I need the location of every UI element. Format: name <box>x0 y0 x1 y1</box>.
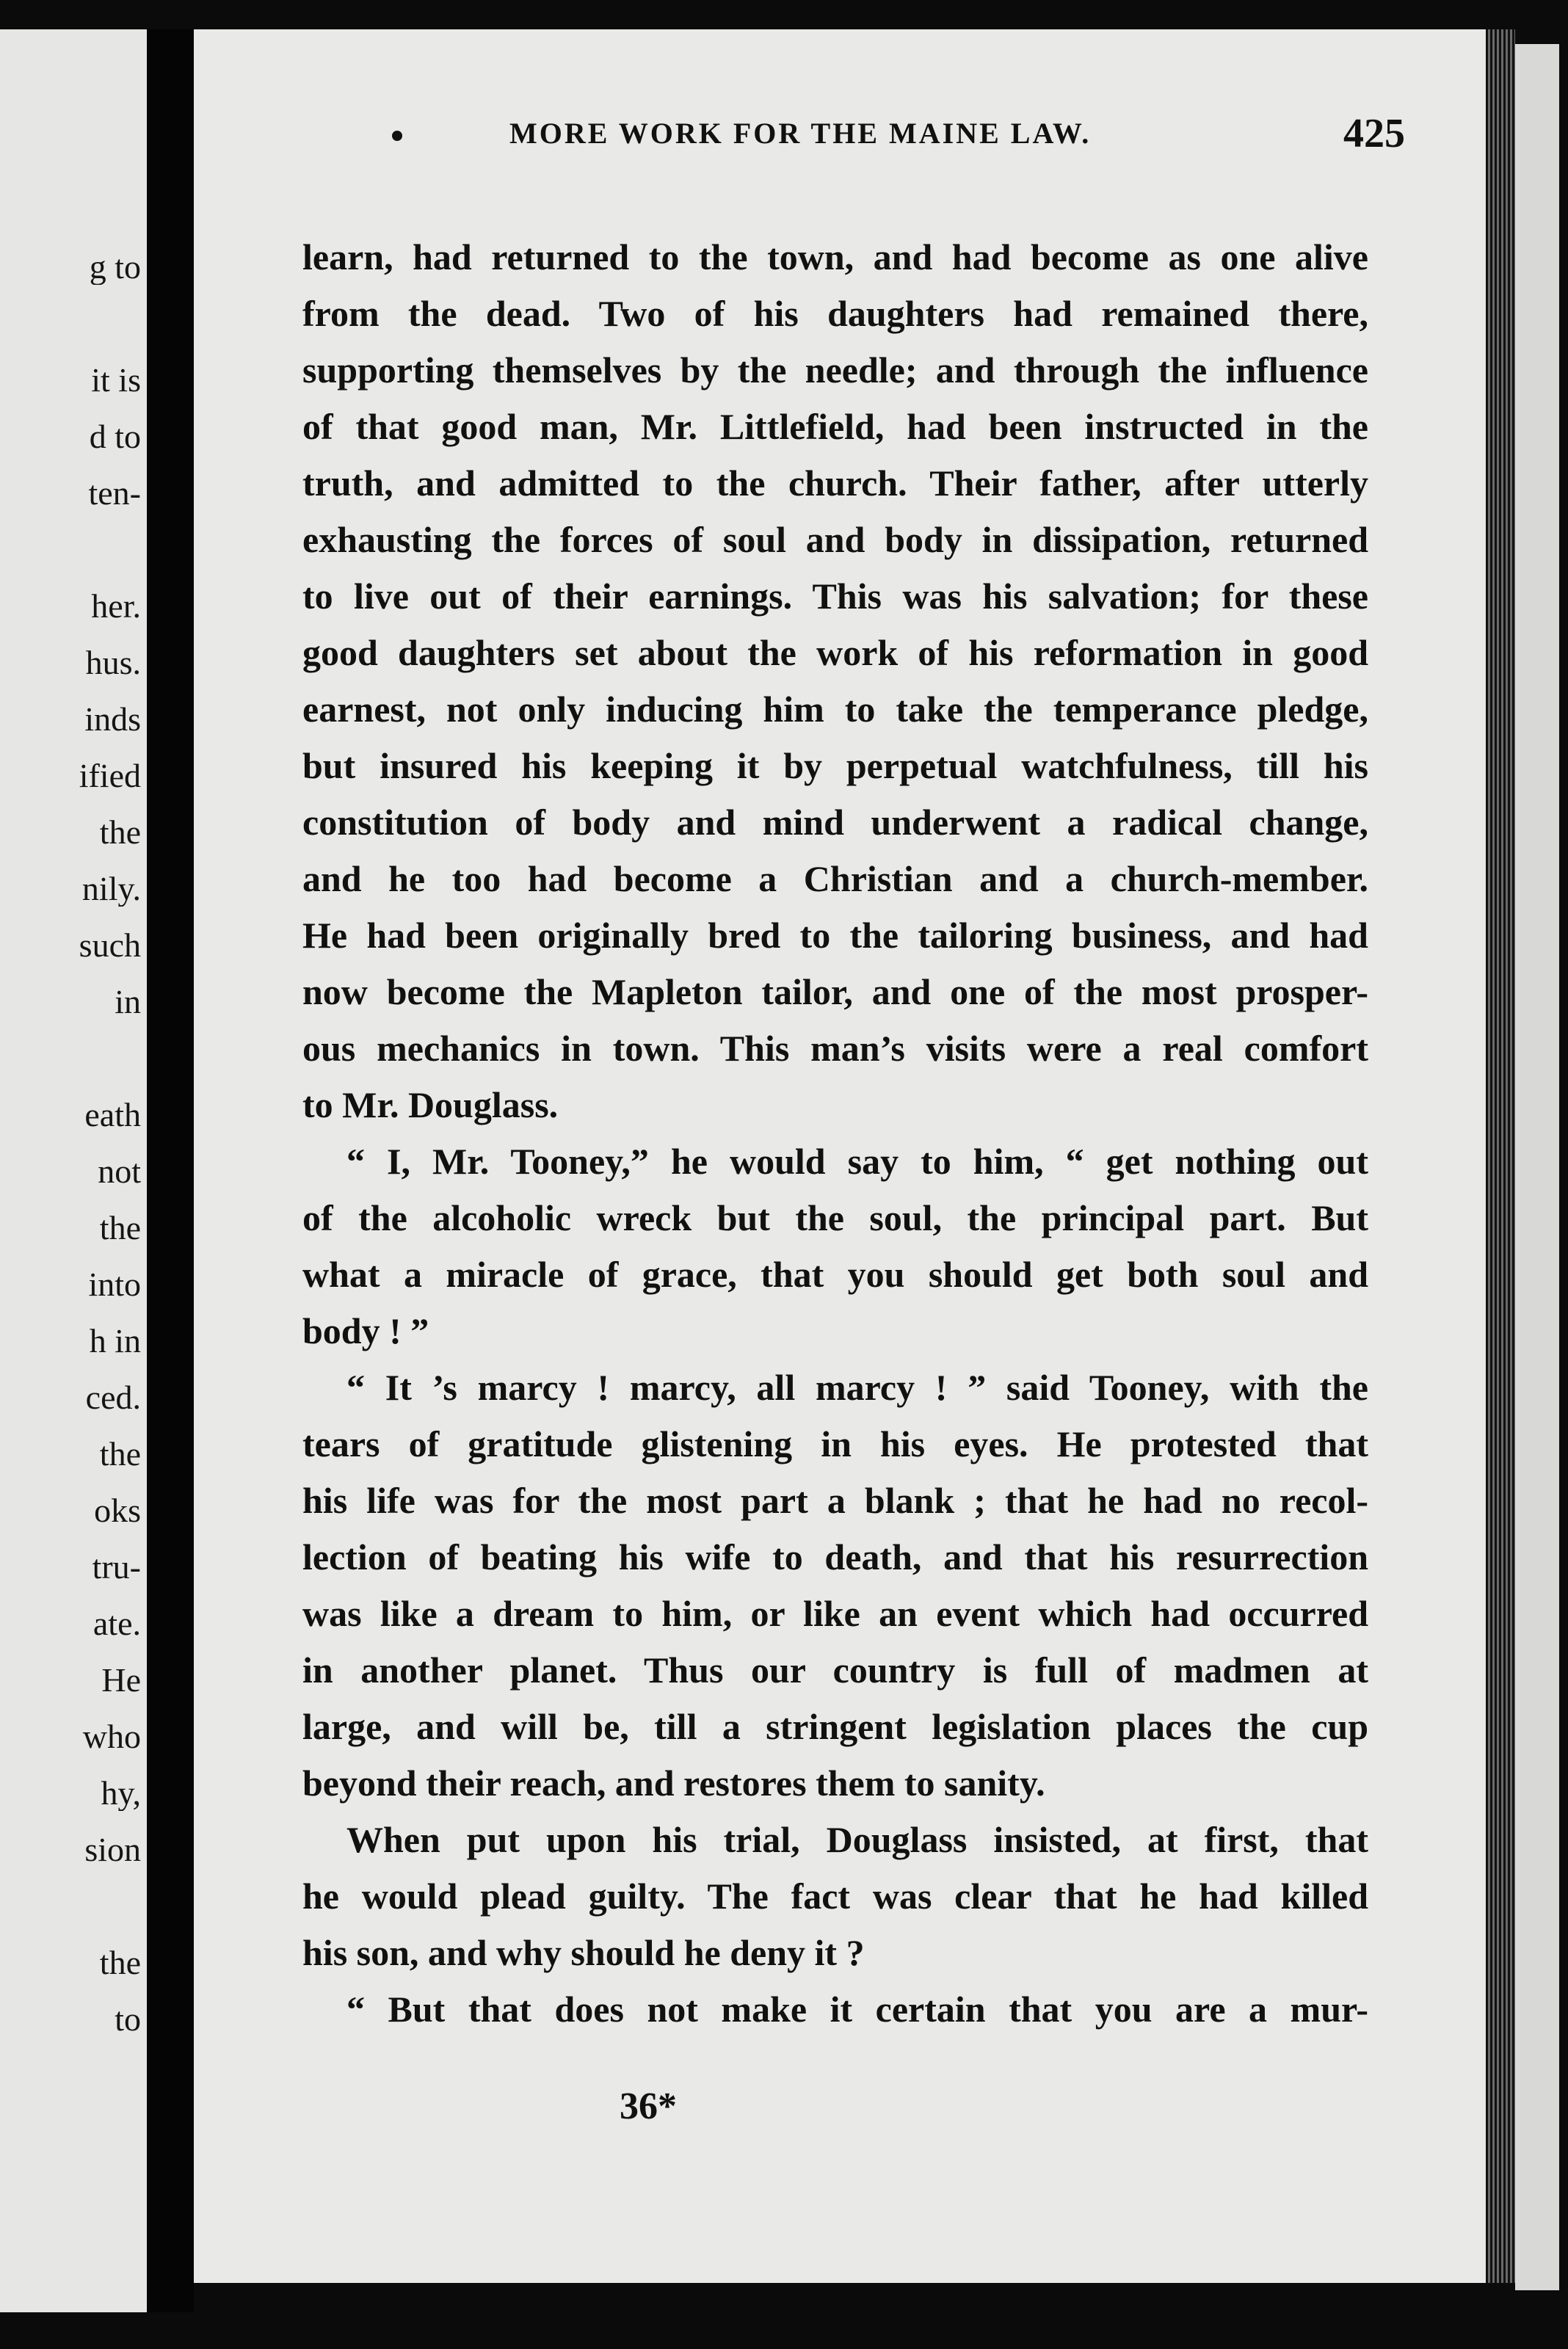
left-page-text-fragment: sion <box>84 1832 141 1867</box>
left-page-text-fragment: h in <box>89 1324 141 1359</box>
text-line: truth, and admitted to the church. Their father, after utterly <box>302 462 1368 504</box>
text-line: He had been originally bred to the tailoring business, and had <box>302 915 1368 956</box>
left-page-fragment <box>0 29 147 2312</box>
text-line: and he too had become a Christian and a church-member. <box>302 858 1368 899</box>
left-page-text-fragment: d to <box>89 419 141 454</box>
left-page-text-fragment: nily. <box>81 871 141 907</box>
left-page-text-fragment: who <box>82 1719 141 1754</box>
text-line: constitution of body and mind underwent a radical change, <box>302 802 1368 843</box>
text-line: ous mechanics in town. This man’s visits were a real comfort <box>302 1028 1368 1069</box>
text-line: beyond their reach, and restores them to sanity. <box>302 1762 1045 1804</box>
left-page-text-fragment: ate. <box>92 1606 141 1641</box>
left-page-text-fragment: ified <box>79 758 141 794</box>
text-line: in another planet. Thus our country is full of madmen at <box>302 1649 1368 1691</box>
text-line: supporting themselves by the needle; and through the influence <box>302 349 1368 391</box>
left-page-text-fragment: the <box>99 1945 141 1981</box>
left-page-text-fragment: not <box>98 1154 141 1189</box>
text-line: lection of beating his wife to death, and that his resurrection <box>302 1536 1368 1578</box>
left-page-text-fragment: He <box>101 1663 141 1698</box>
text-line: exhausting the forces of soul and body in dissipation, returned <box>302 519 1368 560</box>
signature-mark: 36* <box>620 2085 677 2127</box>
left-page-text-fragment: it is <box>91 363 141 398</box>
left-page-text-fragment: oks <box>94 1493 141 1528</box>
text-line: earnest, not only inducing him to take the temperance pledge, <box>302 689 1368 730</box>
text-line: he would plead guilty. The fact was clear that he had killed <box>302 1876 1368 1917</box>
body-text <box>302 229 1368 2038</box>
left-page-text-fragment: to <box>115 2002 141 2037</box>
book-page <box>194 29 1486 2283</box>
running-head: MORE WORK FOR THE MAINE LAW. <box>509 117 1092 150</box>
left-page-text-fragment: into <box>88 1267 141 1302</box>
book-gutter <box>147 29 194 2312</box>
left-page-text-fragment: in <box>115 984 141 1020</box>
text-line: but insured his keeping it by perpetual watchfulness, till his <box>302 745 1368 786</box>
text-line: of the alcoholic wreck but the soul, the principal part. But <box>302 1197 1368 1238</box>
left-page-text-fragment: hus. <box>85 645 141 680</box>
text-line: tears of gratitude glistening in his eyes. He protested that <box>302 1423 1368 1464</box>
left-page-text-fragment: hy, <box>101 1776 141 1811</box>
text-line: When put upon his trial, Douglass insisted, at first, that <box>346 1819 1368 1860</box>
page-number: 425 <box>1343 111 1405 156</box>
text-line: to live out of their earnings. This was his salvation; for these <box>302 576 1368 617</box>
text-line: body ! ” <box>302 1310 429 1351</box>
left-page-text-fragment: ced. <box>85 1380 141 1415</box>
left-page-text-fragment: her. <box>91 589 141 624</box>
left-page-text-fragment: the <box>99 815 141 850</box>
text-line: was like a dream to him, or like an event which had occurred <box>302 1593 1368 1634</box>
page-header <box>194 111 1486 167</box>
next-page-edge <box>1515 44 1559 2290</box>
text-line: good daughters set about the work of his reformation in good <box>302 632 1368 673</box>
text-line: now become the Mapleton tailor, and one of the most prosper- <box>302 971 1368 1012</box>
left-page-text-fragment: inds <box>84 702 141 737</box>
text-line: his son, and why should he deny it ? <box>302 1932 865 1973</box>
left-page-text-fragment: g to <box>89 250 141 285</box>
text-line: large, and will be, till a stringent legislation places the cup <box>302 1706 1368 1747</box>
header-bullet-mark <box>392 131 402 141</box>
text-line: to Mr. Douglass. <box>302 1084 559 1125</box>
left-page-text-fragment: tru- <box>92 1550 141 1585</box>
text-line: “ I, Mr. Tooney,” he would say to him, “ get nothing out <box>346 1141 1368 1182</box>
text-line: his life was for the most part a blank ; that he had no recol- <box>302 1480 1368 1521</box>
page-edge-stack <box>1486 29 1515 2283</box>
left-page-text-fragment: ten- <box>88 476 141 511</box>
left-page-text-fragment: such <box>79 928 141 963</box>
left-page-text-fragment: eath <box>84 1097 141 1133</box>
text-line: “ But that does not make it certain that you are a mur- <box>346 1989 1368 2030</box>
left-page-text-fragment: the <box>99 1210 141 1246</box>
text-line: learn, had returned to the town, and had become as one alive <box>302 236 1368 277</box>
text-line: what a miracle of grace, that you should get both soul and <box>302 1254 1368 1295</box>
left-page-text-fragment: the <box>99 1437 141 1472</box>
text-line: from the dead. Two of his daughters had remained there, <box>302 293 1368 334</box>
text-line: “ It ’s marcy ! marcy, all marcy ! ” said Tooney, with the <box>346 1367 1368 1408</box>
text-line: of that good man, Mr. Littlefield, had been instructed in the <box>302 406 1368 447</box>
